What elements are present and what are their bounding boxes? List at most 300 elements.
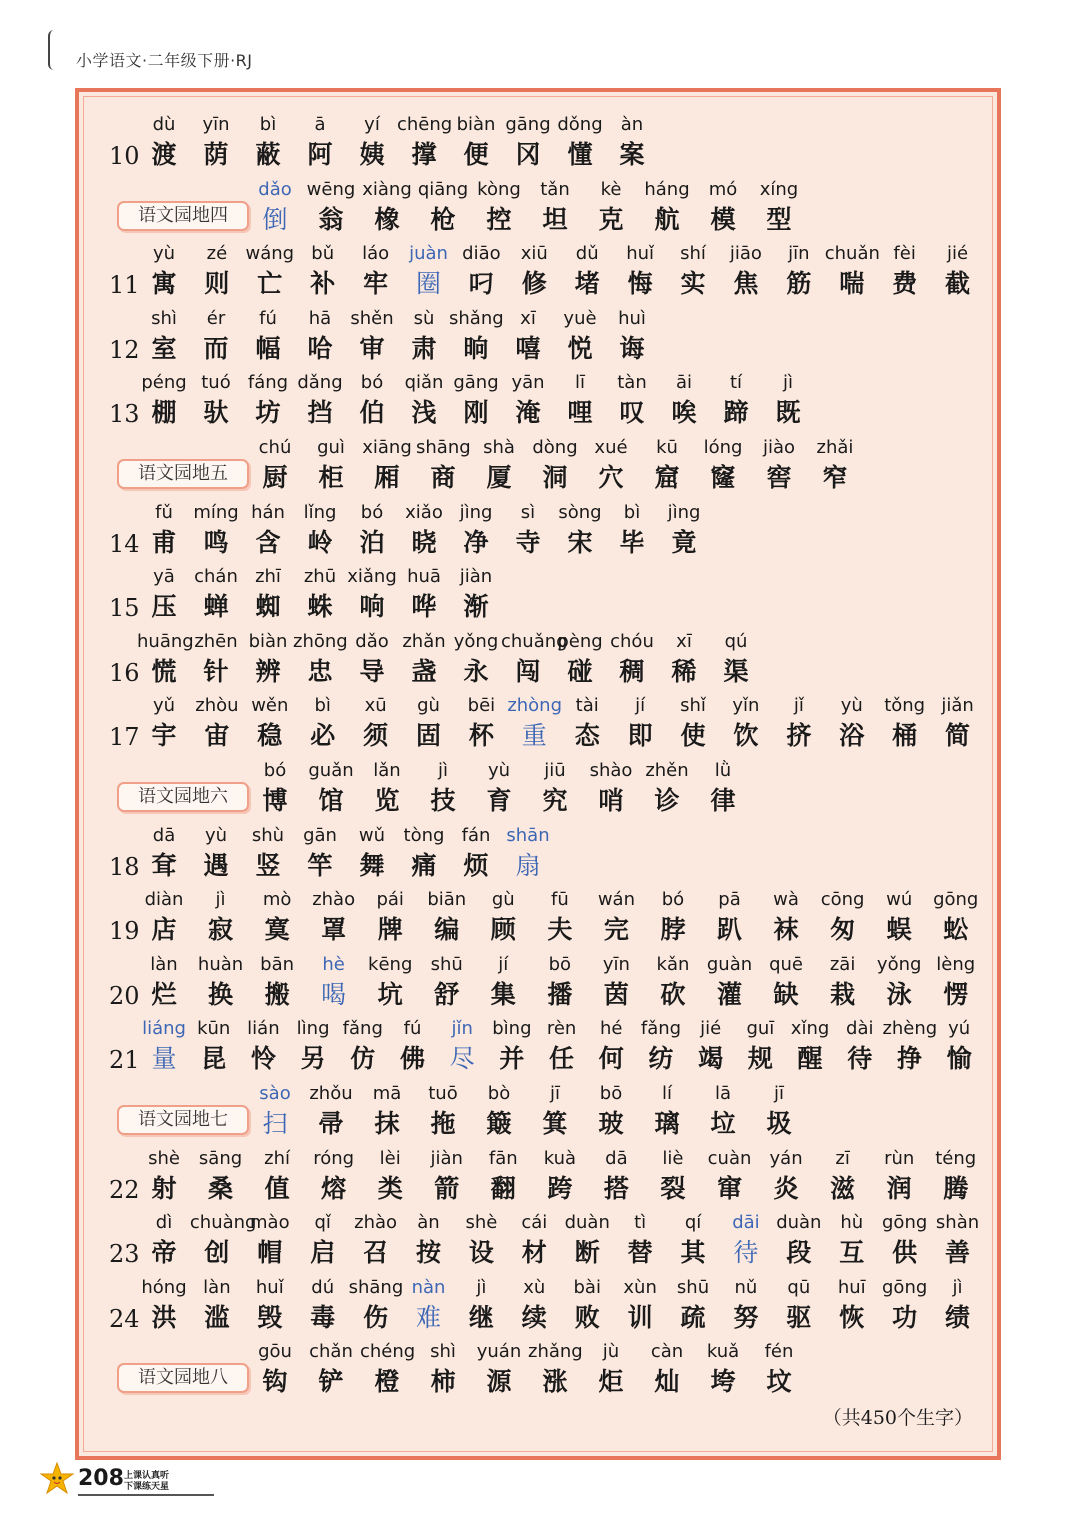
character-cell — [420, 952, 474, 1012]
lesson-row — [79, 1146, 997, 1210]
pinyin: jìng — [459, 501, 493, 523]
hanzi: 尽 — [449, 1044, 475, 1074]
character-cell — [189, 500, 243, 560]
hanzi: 晌 — [463, 333, 489, 363]
hanzi: 舒 — [434, 979, 460, 1009]
hanzi: 辨 — [255, 656, 281, 686]
pinyin: qú — [724, 630, 748, 652]
character-cell — [553, 629, 607, 689]
character-cell — [296, 1275, 350, 1335]
character-cell — [416, 1339, 470, 1399]
pinyin: téng — [935, 1147, 977, 1169]
hanzi: 育 — [486, 786, 512, 815]
page-number: 208 — [78, 1466, 124, 1491]
hanzi: 截 — [945, 269, 971, 299]
lesson-number: 23 — [109, 1240, 140, 1269]
character-cell — [666, 1275, 720, 1335]
character-cell — [882, 1016, 936, 1076]
garden-label: 语文园地七 — [117, 1105, 249, 1135]
character-cell — [709, 370, 763, 430]
pinyin: gōu — [258, 1341, 292, 1363]
character-cell — [533, 887, 587, 947]
pinyin: diàn — [144, 889, 184, 911]
hanzi: 翁 — [318, 204, 344, 234]
character-cell — [449, 500, 503, 560]
pinyin: fén — [764, 1341, 794, 1363]
pinyin: tuō — [428, 1083, 458, 1104]
character-cell — [243, 1210, 297, 1270]
hanzi: 柜 — [318, 463, 344, 492]
pinyin: bō — [548, 953, 572, 975]
character-cell — [825, 241, 879, 301]
character-cell — [248, 1081, 302, 1141]
pinyin: lìng — [296, 1018, 330, 1040]
hanzi: 袜 — [773, 915, 799, 945]
character-cell — [553, 370, 607, 430]
hanzi: 伯 — [359, 398, 385, 428]
character-cell — [703, 952, 757, 1012]
character-cell — [709, 629, 763, 689]
character-cell — [137, 1016, 191, 1076]
lesson-number: 10 — [109, 142, 140, 170]
pinyin: guī — [746, 1018, 775, 1040]
character-cell — [363, 1146, 417, 1206]
pinyin: gōng — [933, 889, 979, 911]
pinyin: bò — [487, 1083, 511, 1104]
character-cell — [584, 1081, 638, 1141]
pinyin: jiào — [762, 437, 796, 458]
hanzi: 痛 — [411, 850, 437, 880]
hanzi: 舞 — [359, 850, 385, 880]
hanzi: 愣 — [943, 979, 969, 1009]
hanzi: 律 — [710, 786, 736, 815]
pinyin: xī — [520, 307, 536, 329]
lesson-row — [79, 1210, 997, 1274]
hanzi: 哨 — [598, 786, 624, 815]
pinyin: zhǎn — [402, 630, 446, 652]
pinyin: chǎn — [309, 1341, 353, 1363]
character-cell — [878, 241, 932, 301]
hanzi: 窖 — [766, 463, 792, 492]
hanzi: 厢 — [374, 463, 400, 492]
character-cell — [360, 1339, 414, 1399]
hanzi: 圈 — [416, 269, 442, 299]
hanzi: 佛 — [399, 1044, 425, 1074]
lesson-row — [79, 629, 997, 693]
pinyin: kēng — [368, 953, 413, 975]
pinyin: bǔ — [311, 243, 335, 265]
hanzi: 何 — [598, 1044, 624, 1074]
pinyin: dā — [152, 824, 176, 846]
pinyin: fū — [550, 889, 569, 911]
hanzi: 类 — [377, 1173, 403, 1203]
pinyin: shào — [589, 760, 633, 781]
hanzi: 帚 — [318, 1109, 344, 1138]
hanzi: 博 — [262, 786, 288, 815]
character-cell — [476, 1146, 530, 1206]
lesson-number: 19 — [109, 917, 140, 946]
character-cell — [759, 952, 813, 1012]
character-cell — [472, 758, 526, 818]
hanzi: 懂 — [567, 140, 593, 169]
lesson-number: 12 — [109, 335, 140, 364]
pinyin: yù — [840, 695, 863, 717]
pinyin: hù — [840, 1212, 864, 1234]
pinyin: jì — [782, 372, 793, 394]
motto-line-2: 下课练天星 — [124, 1482, 170, 1492]
character-cell — [137, 823, 191, 883]
character-cell — [449, 564, 503, 624]
character-cell — [816, 952, 870, 1012]
character-cell — [137, 112, 191, 172]
hanzi: 搭 — [603, 1173, 629, 1203]
pinyin: zhǎi — [816, 437, 854, 458]
hanzi: 烦 — [463, 850, 489, 880]
character-cell — [772, 241, 826, 301]
character-cell — [761, 370, 815, 430]
hanzi: 设 — [468, 1238, 494, 1268]
hanzi: 互 — [839, 1238, 865, 1268]
character-cell — [507, 1210, 561, 1270]
hanzi: 悦 — [567, 333, 593, 363]
character-cell — [241, 306, 295, 366]
pinyin: kūn — [197, 1018, 231, 1040]
hanzi: 茵 — [603, 979, 629, 1009]
character-cell — [589, 952, 643, 1012]
character-cell — [553, 500, 607, 560]
hanzi: 挤 — [786, 721, 812, 751]
pinyin: gù — [491, 889, 515, 911]
pinyin: fán — [461, 824, 491, 846]
pinyin: bō — [599, 1083, 623, 1104]
hanzi: 慌 — [151, 656, 177, 686]
lesson-row — [79, 112, 997, 176]
pinyin: bān — [260, 953, 295, 975]
lesson-row — [79, 887, 997, 951]
pinyin: kū — [656, 437, 678, 458]
pinyin: biān — [427, 889, 467, 911]
pinyin: bì — [623, 501, 641, 523]
hanzi: 忠 — [307, 656, 333, 686]
pinyin: àn — [417, 1212, 440, 1234]
pinyin: shàn — [935, 1212, 980, 1234]
hanzi: 寂 — [208, 915, 234, 945]
pinyin: lā — [714, 1083, 732, 1104]
hanzi: 烂 — [151, 979, 177, 1009]
hanzi: 枪 — [430, 204, 456, 234]
pinyin: dì — [155, 1212, 173, 1234]
lesson-row — [79, 306, 997, 370]
hanzi: 模 — [710, 204, 736, 234]
pinyin: dǎo — [355, 630, 389, 652]
pinyin: chán — [194, 566, 238, 588]
pinyin: bì — [314, 695, 331, 717]
hanzi: 扇 — [515, 850, 541, 880]
hanzi: 宋 — [567, 527, 593, 557]
hanzi: 毁 — [257, 1302, 283, 1332]
character-cell — [696, 1081, 750, 1141]
pinyin: yuè — [563, 307, 597, 329]
pinyin: shāng — [348, 1276, 404, 1298]
lesson-number: 18 — [109, 852, 140, 881]
hanzi: 并 — [499, 1044, 525, 1074]
hanzi: 修 — [521, 269, 547, 299]
character-cell — [752, 435, 806, 495]
character-cell — [189, 823, 243, 883]
pinyin: xiāng — [362, 437, 412, 458]
hanzi: 蛛 — [307, 592, 333, 622]
star-mascot-icon — [40, 1462, 74, 1496]
pinyin: péng — [141, 372, 187, 394]
character-cell — [783, 1016, 837, 1076]
character-cell — [533, 952, 587, 1012]
character-cell — [752, 177, 806, 237]
hanzi: 簸 — [486, 1109, 512, 1138]
hanzi: 而 — [203, 333, 229, 363]
character-cell — [137, 887, 191, 947]
character-cell — [584, 177, 638, 237]
hanzi: 圾 — [766, 1109, 792, 1138]
character-cell — [485, 1016, 539, 1076]
hanzi: 蹄 — [723, 398, 749, 428]
pinyin: kuǎ — [706, 1341, 740, 1363]
hanzi: 商 — [430, 463, 456, 492]
hanzi: 橡 — [374, 204, 400, 234]
pinyin: liáng — [142, 1018, 186, 1040]
garden-row — [79, 1081, 997, 1145]
hanzi: 续 — [521, 1302, 547, 1332]
character-cell — [759, 1146, 813, 1206]
pinyin: qí — [684, 1212, 702, 1234]
hanzi: 按 — [416, 1238, 442, 1268]
hanzi: 淹 — [515, 398, 541, 428]
pinyin: liè — [662, 1147, 684, 1169]
lesson-number: 11 — [109, 271, 140, 300]
pinyin: fǎng — [640, 1018, 682, 1040]
pinyin: kè — [600, 178, 622, 200]
book-spine — [48, 30, 56, 70]
hanzi: 帽 — [257, 1238, 283, 1268]
hanzi: 厦 — [486, 463, 512, 492]
pinyin: jìng — [667, 501, 701, 523]
hanzi: 费 — [892, 269, 918, 299]
character-cell — [657, 629, 711, 689]
pinyin: ér — [206, 307, 226, 329]
pinyin: sì — [520, 501, 536, 523]
character-cell — [472, 1339, 526, 1399]
pinyin: gāng — [505, 114, 551, 135]
pinyin: wěn — [251, 695, 289, 717]
hanzi: 恢 — [839, 1302, 865, 1332]
character-cell — [349, 1275, 403, 1335]
pinyin: lǐng — [303, 501, 337, 523]
pinyin: yuán — [476, 1341, 522, 1363]
hanzi: 撑 — [411, 140, 437, 169]
character-cell — [416, 758, 470, 818]
hanzi: 含 — [255, 527, 281, 557]
pinyin: chú — [258, 437, 292, 458]
character-cell — [137, 306, 191, 366]
pinyin: fǎng — [342, 1018, 383, 1040]
lesson-row — [79, 564, 997, 628]
hanzi: 稀 — [671, 656, 697, 686]
hanzi: 牢 — [363, 269, 389, 299]
hanzi: 创 — [204, 1238, 230, 1268]
hanzi: 蝉 — [203, 592, 229, 622]
hanzi: 橙 — [374, 1367, 400, 1397]
hanzi: 驱 — [786, 1302, 812, 1332]
pinyin: lī — [574, 372, 585, 394]
pinyin: xù — [523, 1276, 546, 1298]
pinyin: dòng — [532, 437, 578, 458]
footer-underline — [78, 1494, 214, 1496]
pinyin: juàn — [409, 243, 448, 265]
pinyin: xū — [364, 695, 387, 717]
pinyin: lián — [247, 1018, 280, 1040]
pinyin: xiū — [520, 243, 548, 265]
character-cell — [666, 241, 720, 301]
character-cell — [825, 1275, 879, 1335]
lesson-row — [79, 500, 997, 564]
hanzi: 棚 — [151, 398, 177, 428]
hanzi: 克 — [598, 204, 624, 234]
hanzi: 璃 — [654, 1109, 680, 1138]
character-cell — [250, 952, 304, 1012]
pinyin: rèn — [546, 1018, 577, 1040]
pinyin: pèng — [557, 630, 603, 652]
pinyin: chēng — [397, 114, 453, 135]
hanzi: 善 — [945, 1238, 971, 1268]
pinyin: chóu — [610, 630, 654, 652]
character-cell — [584, 1339, 638, 1399]
pinyin: gōng — [882, 1276, 928, 1298]
character-cell — [250, 1146, 304, 1206]
character-cell — [657, 500, 711, 560]
hanzi: 替 — [627, 1238, 653, 1268]
character-cell — [646, 952, 700, 1012]
pinyin: dài — [846, 1018, 874, 1040]
pinyin: dǔ — [575, 243, 599, 265]
character-cell — [528, 1081, 582, 1141]
character-cell — [833, 1016, 887, 1076]
character-cell — [345, 370, 399, 430]
character-cell — [605, 370, 659, 430]
character-cell — [248, 1339, 302, 1399]
hanzi: 渡 — [151, 140, 177, 169]
pinyin: jī — [549, 1083, 560, 1104]
character-cell — [528, 435, 582, 495]
character-cell — [296, 693, 350, 753]
pinyin: biàn — [456, 114, 496, 135]
character-cell — [613, 1275, 667, 1335]
lesson-row — [79, 370, 997, 434]
character-cell — [696, 758, 750, 818]
hanzi: 泳 — [886, 979, 912, 1009]
pinyin: shǎng — [449, 307, 504, 329]
character-cell — [397, 500, 451, 560]
pinyin: shěn — [350, 307, 394, 329]
pinyin: zhòu — [195, 695, 239, 717]
character-cell — [476, 887, 530, 947]
pinyin: xī — [676, 630, 692, 652]
character-cell — [137, 1275, 191, 1335]
pinyin: jì — [952, 1276, 963, 1298]
character-cell — [243, 693, 297, 753]
pinyin: yán — [769, 1147, 803, 1169]
character-cell — [752, 1081, 806, 1141]
character-cell — [248, 435, 302, 495]
pinyin: cuàn — [707, 1147, 752, 1169]
character-cell — [872, 1146, 926, 1206]
character-cell — [187, 1016, 241, 1076]
pinyin: jì — [476, 1276, 487, 1298]
character-cell — [293, 629, 347, 689]
pinyin: jì — [215, 889, 226, 911]
pinyin: tàn — [617, 372, 647, 394]
hanzi: 净 — [463, 527, 489, 557]
character-cell — [501, 629, 568, 689]
hanzi: 遇 — [203, 850, 229, 880]
pinyin: hán — [251, 501, 285, 523]
character-cell — [507, 1275, 561, 1335]
pinyin: xùn — [623, 1276, 657, 1298]
pinyin: cái — [521, 1212, 548, 1234]
pinyin: sòng — [558, 501, 602, 523]
hanzi: 值 — [264, 1173, 290, 1203]
character-cell — [613, 241, 667, 301]
character-cell — [293, 370, 347, 430]
lesson-row — [79, 952, 997, 1016]
lesson-row — [79, 693, 997, 757]
hanzi: 醒 — [797, 1044, 823, 1074]
character-cell — [646, 887, 700, 947]
hanzi: 坑 — [377, 979, 403, 1009]
pinyin: duàn — [776, 1212, 822, 1234]
hanzi: 竭 — [698, 1044, 724, 1074]
hanzi: 型 — [766, 204, 792, 234]
character-cell — [385, 1016, 439, 1076]
character-cell — [449, 823, 503, 883]
hanzi: 抹 — [374, 1109, 400, 1138]
character-cell — [137, 693, 191, 753]
hanzi: 竖 — [255, 850, 281, 880]
pinyin: duàn — [564, 1212, 610, 1234]
hanzi: 窿 — [710, 463, 736, 492]
pinyin: zāi — [829, 953, 856, 975]
hanzi: 既 — [775, 398, 801, 428]
character-cell — [296, 1210, 350, 1270]
pinyin: zhǎng — [528, 1341, 583, 1363]
character-cell — [454, 693, 508, 753]
lesson-row — [79, 823, 997, 887]
pinyin: yǒng — [876, 953, 922, 975]
hanzi: 材 — [521, 1238, 547, 1268]
hanzi: 熔 — [321, 1173, 347, 1203]
character-cell — [501, 370, 555, 430]
lesson-row — [79, 241, 997, 305]
pinyin: fáng — [247, 372, 289, 394]
hanzi: 换 — [208, 979, 234, 1009]
hanzi: 帝 — [151, 1238, 177, 1268]
hanzi: 垃 — [710, 1109, 736, 1138]
hanzi: 窜 — [717, 1173, 743, 1203]
hanzi: 牌 — [377, 915, 403, 945]
hanzi: 砍 — [660, 979, 686, 1009]
pinyin: ā — [314, 114, 326, 135]
character-cell — [772, 1210, 826, 1270]
hanzi: 固 — [416, 721, 442, 751]
hanzi: 绩 — [945, 1302, 971, 1332]
